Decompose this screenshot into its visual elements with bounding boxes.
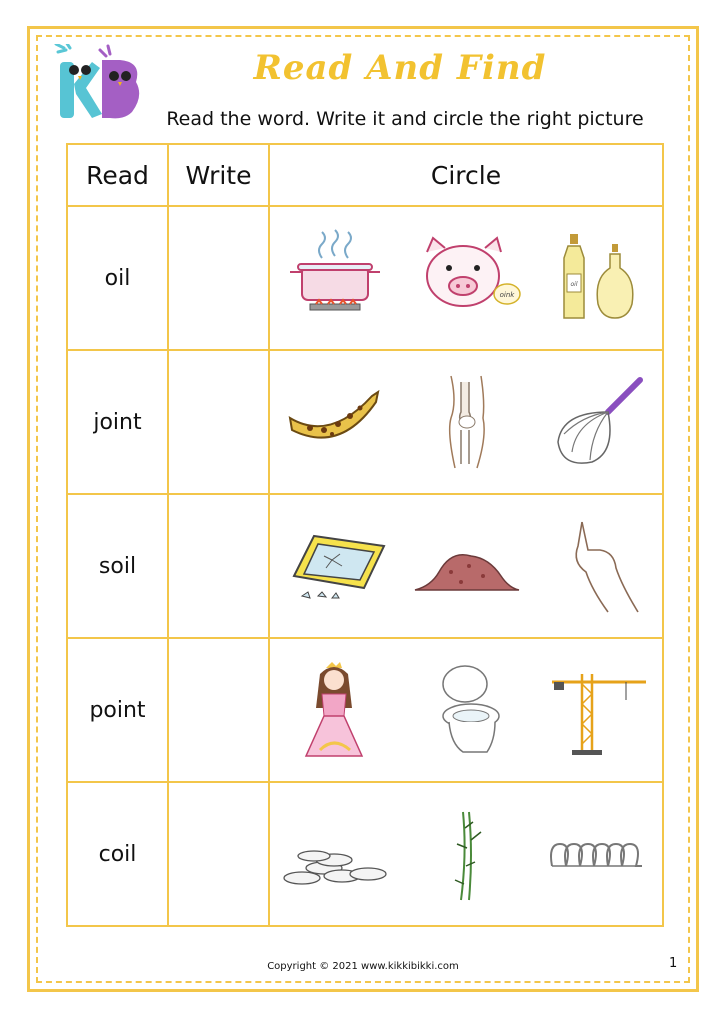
copyright: Copyright © 2021 www.kikkibikki.com (267, 961, 459, 972)
whisk-icon[interactable] (542, 372, 652, 472)
page-number: 1 (669, 956, 678, 971)
write-cell[interactable] (168, 782, 269, 926)
table-row (67, 206, 663, 350)
page-title: Read And Find (253, 48, 547, 88)
table-row (67, 638, 663, 782)
circle-cell (269, 494, 663, 638)
read-word: joint (67, 350, 168, 494)
read-word: point (67, 638, 168, 782)
worksheet-table (66, 143, 664, 927)
coins-icon[interactable] (280, 804, 390, 904)
coil-spring-icon[interactable] (542, 804, 652, 904)
soil-pile-icon[interactable] (411, 516, 521, 616)
circle-cell (269, 350, 663, 494)
toilet-icon[interactable] (411, 660, 521, 760)
circle-cell (269, 782, 663, 926)
write-cell[interactable] (168, 494, 269, 638)
instructions: Read the word. Write it and circle the right picture (166, 108, 644, 130)
pointing-hand-icon[interactable] (542, 516, 652, 616)
princess-icon[interactable] (280, 660, 390, 760)
write-cell[interactable] (168, 206, 269, 350)
kb-logo (50, 44, 146, 124)
write-cell[interactable] (168, 638, 269, 782)
column-header-circle: Circle (269, 144, 663, 206)
table-header-row (67, 144, 663, 206)
table-row (67, 494, 663, 638)
crane-icon[interactable] (542, 660, 652, 760)
banana-icon[interactable] (280, 372, 390, 472)
pig-icon[interactable] (411, 228, 521, 328)
write-cell[interactable] (168, 350, 269, 494)
knee-joint-icon[interactable] (411, 372, 521, 472)
broken-tablet-icon[interactable] (280, 516, 390, 616)
table-row (67, 350, 663, 494)
read-word: coil (67, 782, 168, 926)
circle-cell (269, 206, 663, 350)
pig-speech: oink (499, 291, 515, 299)
column-header-read: Read (67, 144, 168, 206)
read-word: oil (67, 206, 168, 350)
thorny-stem-icon[interactable] (411, 804, 521, 904)
oil-label: oil (570, 281, 578, 288)
table-row (67, 782, 663, 926)
oil-bottles-icon[interactable] (542, 228, 652, 328)
column-header-write: Write (168, 144, 269, 206)
circle-cell (269, 638, 663, 782)
cooking-pot-icon[interactable] (280, 228, 390, 328)
read-word: soil (67, 494, 168, 638)
